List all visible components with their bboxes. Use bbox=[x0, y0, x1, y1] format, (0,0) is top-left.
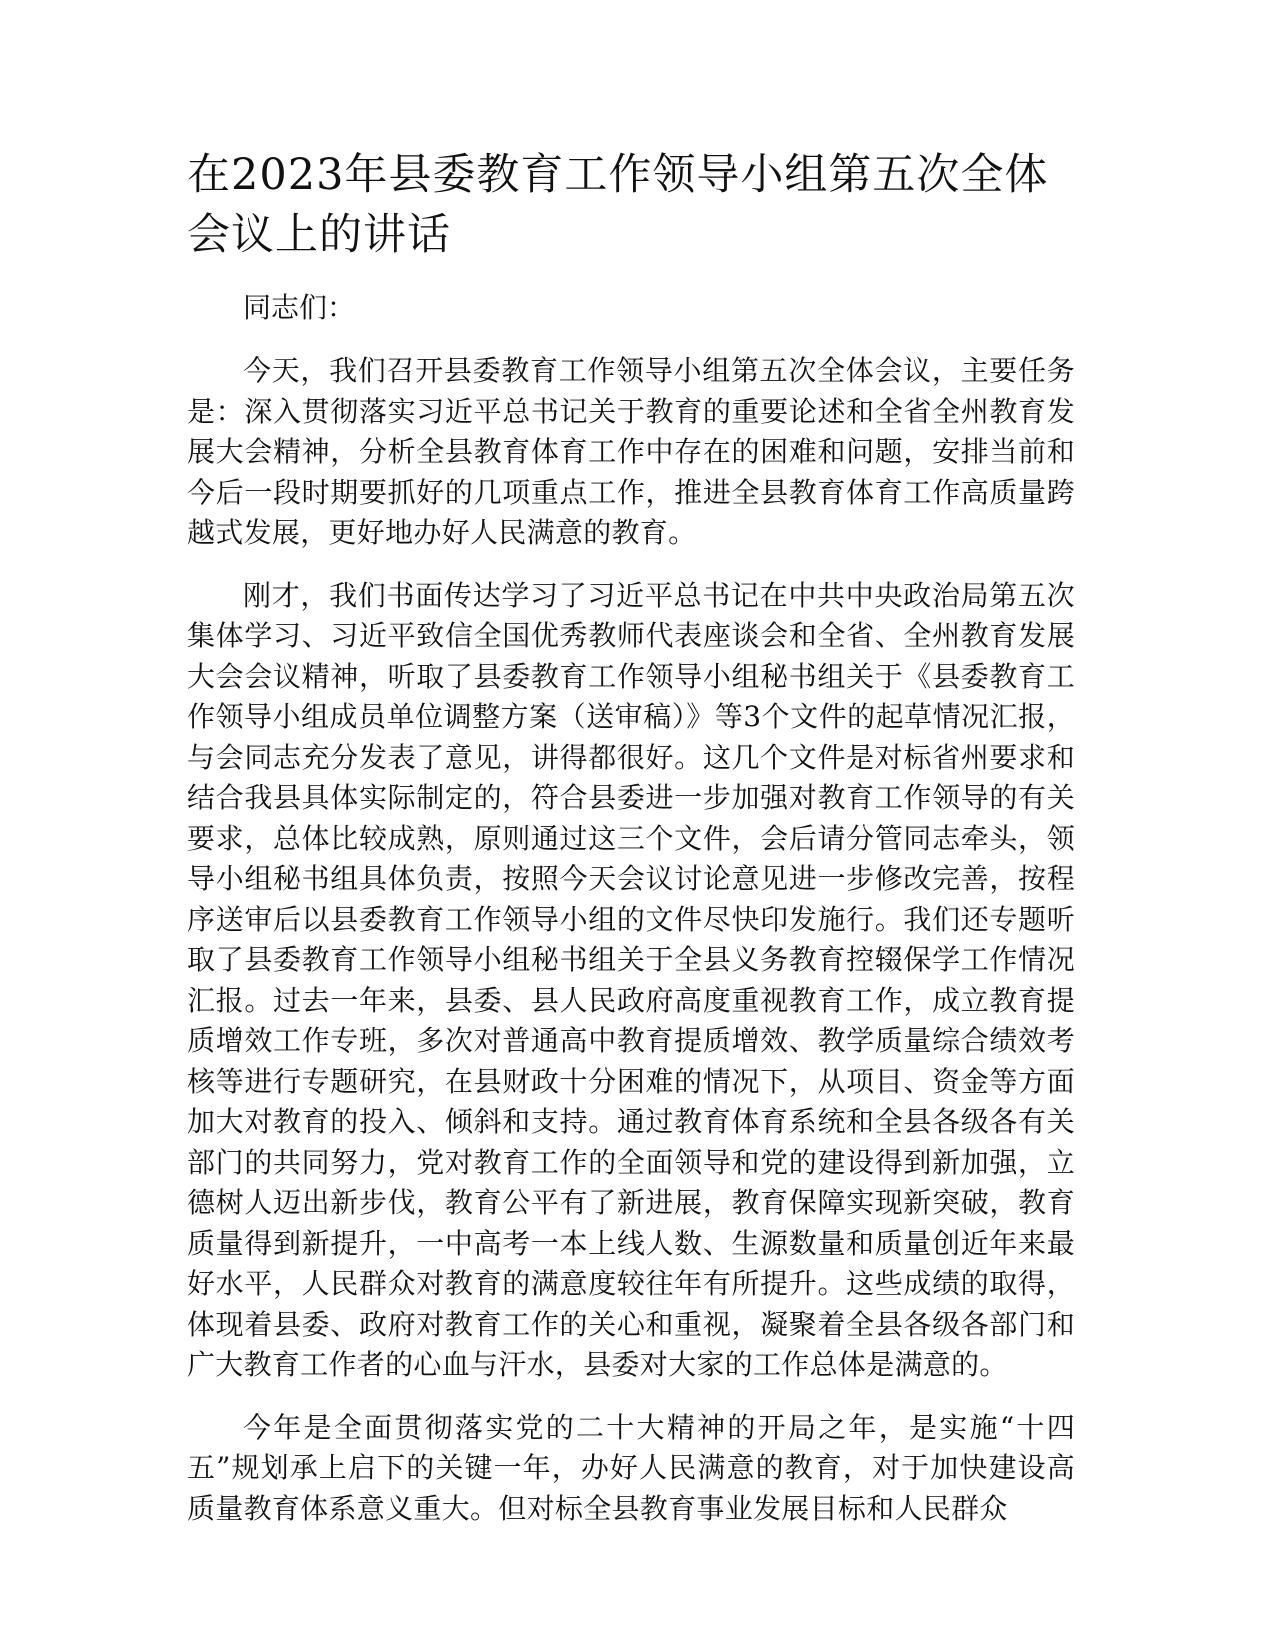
paragraph-1: 今天，我们召开县委教育工作领导小组第五次全体会议，主要任务是：深入贯彻落实习近平总书记关于教育的重要论述和全省全州教育发展大会精神，分析全县教育体育工作中存在的困难和问题，安排当前和今后一段时期要抓好的几项重点工作，推进全县教育体育工作高质量跨越式发展，更好地办好人民满意的教育。 bbox=[187, 354, 1075, 549]
paragraph-2: 刚才，我们书面传达学习了习近平总书记在中共中央政治局第五次集体学习、习近平致信全国优秀教师代表座谈会和全省、全州教育发展大会会议精神，听取了县委教育工作领导小组秘书组关于《县委教育工作领导小组成员单位调整方案（送审稿）》等3个文件的起草情况汇报，与会同志充分发表了意见，讲得都很好。这几个文件是对标省州要求和结合我县具体实际制定的，符合县委进一步加强对教育工作领导的有关要求，总体比较成熟，原则通过这三个文件，会后请分管同志牵头，领导小组秘书组具体负责，按照今天会议讨论意见进一步修改完善，按程序送审后以县委教育工作领导小组的文件尽快印发施行。我们还专题听取了县委教育工作领导小组秘书组关于全县义务教育控辍保学工作情况汇报。过去一年来，县委、县人民政府高度重视教育工作，成立教育提质增效工作专班，多次对普通高中教育提质增效、教学质量综合绩效考核等进行专题研究，在县财政十分困难的情况下，从项目、资金等方面加大对教育的投入、倾斜和支持。通过教育体育系统和全县各级各有关部门的共同努力，党对教育工作的全面领导和党的建设得到新加强，立德树人迈出新步伐，教育公平有了新进展，教育保障实现新突破，教育质量得到新提升，一中高考一本上线人数、生源数量和质量创近年来最好水平，人民群众对教育的满意度较往年有所提升。这些成绩的取得，体现着县委、政府对教育工作的关心和重视，凝聚着全县各级各部门和广大教育工作者的心血与汗水，县委对大家的工作总体是满意的。 bbox=[187, 578, 1075, 1381]
salutation: 同志们： bbox=[243, 291, 356, 324]
document-page bbox=[187, 145, 1075, 1529]
paragraph-3: 今年是全面贯彻落实党的二十大精神的开局之年，是实施“十四五”规划承上启下的关键一年，办好人民满意的教育，对于加快建设高质量教育体系意义重大。但对标全县教育事业发展目标和人民群众 bbox=[187, 1410, 1075, 1525]
document-title: 在2023年县委教育工作领导小组第五次全体会议上的讲话 bbox=[187, 150, 1049, 260]
